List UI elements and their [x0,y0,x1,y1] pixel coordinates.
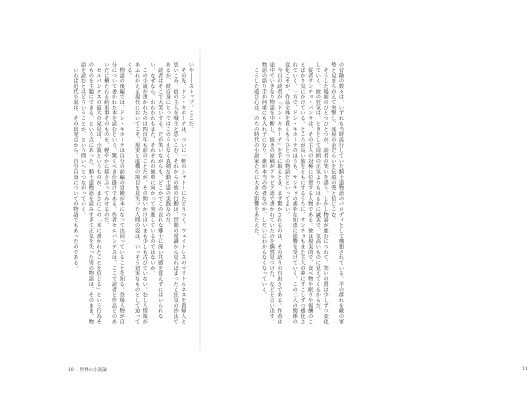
left-page [0,0,200,400]
left-page-number: 10 [68,368,74,373]
left-page-body-text: いや――ストップ。ここだ。 その先、ドン・キホーテは、ついに一軒のシャトーにたどりつく。ウェイトレスのマリトルネスを貴婦人と思いこみ、宿の主人を城主と思いこむ。それからの彼の行動は、世間の常識から見ればまったく狂気の沙汰であるが、彼自身にとってはこのうえなく真剣な騎士道の実践なのだ。 読者はそこで大笑いする。だが笑いながらも、どこかでこの哀れな郷士に深い共感を覚えずにはいられない。なぜなら、われわれもまた、それぞれの風車に向かって突進しているのではないか。 この小説が書かれたのは四百年も前のことだが、その問いかけはいまも少しも古びていない。むしろ情報があふれかえる現代においてこそ、現実と虚構の境目を見失った人間の姿は、いっそう切実なものとして迫ってくる。 物語の後編では、ドン・キホーテは自分の前編の冒険が本になって出回っていることを知る。登場人物が自分について書かれた本を読むという、驚くべき仕掛けである。作者セルバンテスは、ここで読者と作品とのあいだに横たわる約束事そのものを、軽やかに揺さぶってみせるのだ。 セルバンテスの最大の発見は、小説というものが、まさにこの「本に書かれたことを信じる」という行為そのものを主題にできる、という点にあった。騎士道物語を読みすぎて正気を失った男の物語は、そのまま、物語を読むとはどういうことか、という問いへとつながっていく。 いわば近代小説は、その出発点から、自分自身についての物語でもあったのである。 [72,62,194,325]
right-page-body-text: の冒険の数々は、いずれも当時流行していた騎士道物語のパロディとして構想されている。羊の群れを敵の軍勢と見まちがえて突撃し、床屋の金だらいを伝説の兜と信じこむ。 そうした場面のひとつひとつが、読者の笑いを誘う。しかし物語が進むにつれて、笑いの質は少しずつ変化していく。彼の狂気は、ときとして周囲の正気よりもはるかに誠実で、気高いものに見えてくるからだ。 従者サンチョ・パンサは、その主人の対極に位置する人物である。彼は現実的で、食べ物や眠りや報酬のことばかり気にかけている。ところが長い旅をともにするうちに、サンチョもまた主人の夢にすこしずつ感化されていく。一方で、ドン・キホーテのほうも、サンチョの素朴な知恵に影響を受けていく。この二人の関係の変化こそが、作品全体を貫くもうひとつの物語だといってよい。 今日の読者が『ドン・キホーテ』を手に取るとき、まず驚かされるのは、その語りの自由さである。作者は途中でいきなり物語を中断し、続きの原稿がアラビア語で書かれていたのを偶然見つけた、などと言い出す。物語の語り手が何重にも入れ子になり、誰が本当の作者なのか、しだいにわからなくなっていく。 こうした遊び心は、のちの時代の小説家たちに大きな影響をあたえた。 [253,62,344,325]
left-page-folio [68,367,107,373]
running-title: 世界の小説論 [79,368,107,373]
right-page-number: 11 [522,367,528,372]
right-page [200,0,528,400]
